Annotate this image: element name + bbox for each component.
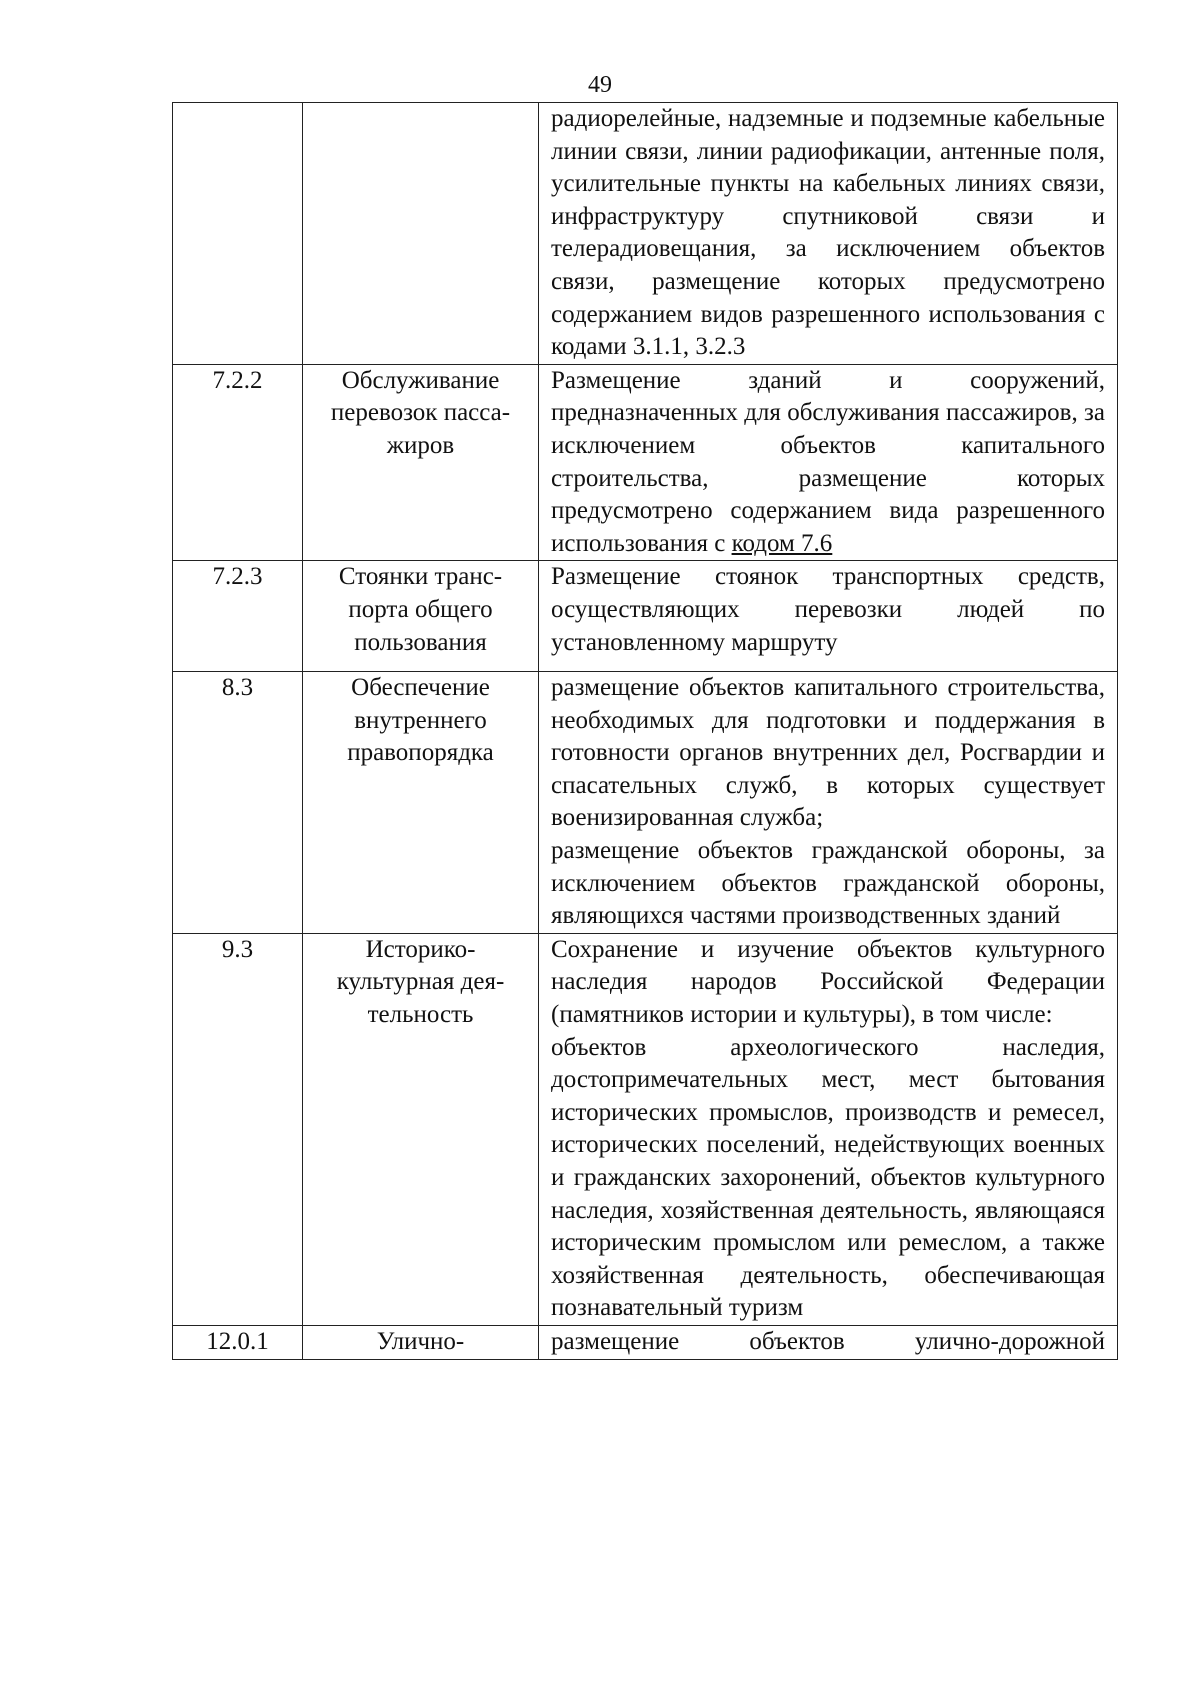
code-cell: 7.2.2 xyxy=(173,364,303,561)
table-row xyxy=(173,561,1118,672)
code-cell: 8.3 xyxy=(173,672,303,934)
code-cell: 7.2.3 xyxy=(173,561,303,672)
name-cell: Улично- xyxy=(303,1325,539,1359)
land-use-table xyxy=(172,102,1118,1360)
code-reference-link[interactable]: кодом 7.6 xyxy=(731,529,833,557)
description-cell xyxy=(539,561,1118,672)
table-row xyxy=(173,103,1118,365)
name-cell: Обеспечение внутреннего правопорядка xyxy=(303,672,539,934)
description-paragraph: размещение объектов капитального строительства, необходимых для подготовки и поддержания в готовности органов внутренних дел, Росгвардии и спасательных служб, в которых существует военизированная служба; xyxy=(551,674,1105,832)
description-paragraph: Размещение стоянок транспортных средств, осуществляющих перевозки людей по установленному маршруту xyxy=(551,563,1105,656)
name-cell: Обслуживание перевозок пасса-жиров xyxy=(303,364,539,561)
description-paragraph: размещение объектов улично-дорожной xyxy=(551,1327,1105,1355)
name-cell: Историко-культурная дея-тельность xyxy=(303,933,539,1325)
page-number: 49 xyxy=(588,72,612,98)
description-paragraph: размещение объектов гражданской обороны, за исключением объектов гражданской обороны, являющихся частями производственных зданий xyxy=(551,837,1105,930)
description-cell xyxy=(539,933,1118,1325)
table-row xyxy=(173,364,1118,561)
description-cell xyxy=(539,672,1118,934)
description-paragraph: Сохранение и изучение объектов культурного наследия народов Российской Федерации (памятников истории и культуры), в том числе: xyxy=(551,935,1105,1029)
table-row xyxy=(173,672,1118,934)
code-cell: 9.3 xyxy=(173,933,303,1325)
description-cell xyxy=(539,103,1118,365)
table-row xyxy=(173,933,1118,1325)
description-cell xyxy=(539,1325,1118,1359)
code-cell xyxy=(173,103,303,365)
description-paragraph: объектов археологического наследия, достопримечательных мест, мест бытования исторических промыслов, производств и ремесел, исторических поселений, недействующих военных и гражданских захоронений, объектов культурного наследия, хозяйственная деятельность, являющаяся историческим промыслом или ремеслом, а также хозяйственная деятельность, обеспечивающая познавательный туризм xyxy=(551,1033,1105,1322)
name-cell: Стоянки транс-порта общего пользования xyxy=(303,561,539,672)
name-cell xyxy=(303,103,539,365)
description-paragraph xyxy=(551,365,1105,561)
description-cell xyxy=(539,364,1118,561)
table-row xyxy=(173,1325,1118,1359)
description-text: Размещение зданий и сооружений, предназначенных для обслуживания пассажиров, за исключением объектов капитального строительства, размещение которых предусмотрено содержанием вида разрешенного использования с xyxy=(551,366,1105,557)
description-paragraph: радиорелейные, надземные и подземные кабельные линии связи, линии радиофикации, антенные поля, усилительные пункты на кабельных линиях связи, инфраструктуру спутниковой связи и телерадиовещания, за исключением объектов связи, размещение которых предусмотрено содержанием видов разрешенного использования с кодами 3.1.1, 3.2.3 xyxy=(551,105,1105,361)
code-cell: 12.0.1 xyxy=(173,1325,303,1359)
